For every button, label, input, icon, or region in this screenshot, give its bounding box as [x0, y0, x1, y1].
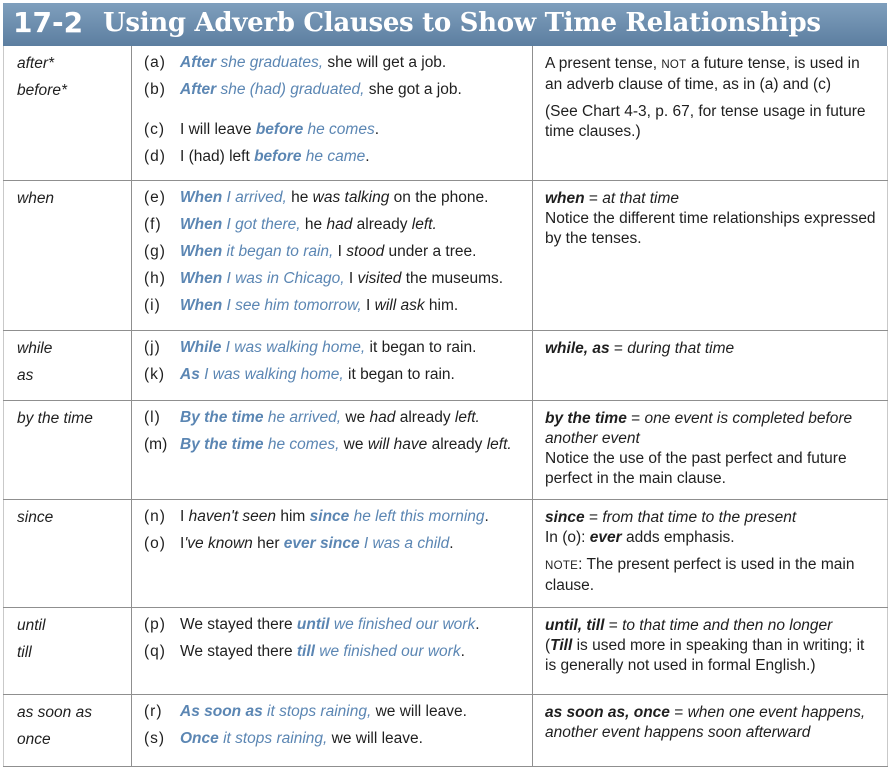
text-run: it began to rain, — [222, 242, 334, 260]
explanation-line — [545, 54, 877, 95]
text-run: she (had) graduated, — [216, 81, 365, 98]
text-run: I — [180, 507, 189, 525]
example-text — [180, 269, 503, 289]
connector-word: before* — [17, 82, 67, 99]
text-run: adds emphasis. — [621, 528, 735, 546]
connector-word: since — [17, 508, 54, 526]
example-sentence — [144, 702, 524, 722]
text-run: since — [309, 507, 350, 525]
example-text — [180, 215, 437, 235]
text-run: she will get a job. — [323, 54, 447, 71]
text-run: NOTE — [545, 559, 579, 572]
text-run: ( — [545, 636, 551, 654]
example-text — [180, 435, 512, 455]
text-run: on the phone. — [389, 188, 489, 206]
example-sentence — [144, 507, 524, 527]
text-run: it began to rain. — [365, 338, 477, 356]
text-run: = — [626, 409, 645, 427]
text-run: . — [484, 507, 489, 525]
explanation-cell — [533, 400, 888, 499]
example-sentence — [144, 215, 524, 235]
table-row — [4, 607, 888, 694]
text-run: = — [609, 339, 628, 357]
text-run: I got there, — [222, 215, 301, 233]
text-run: her — [252, 534, 284, 552]
text-run: Once — [180, 729, 219, 747]
text-run: . — [365, 148, 370, 165]
connector-word: after* — [17, 55, 55, 72]
example-text — [180, 702, 467, 722]
connector-word: until — [17, 616, 46, 634]
examples-cell — [132, 400, 533, 499]
text-run: left. — [411, 215, 437, 233]
text-run: he — [286, 188, 313, 206]
text-run: left. — [486, 435, 512, 453]
text-run: is used more in speaking than in writing; it is generally not used in formal English.) — [545, 636, 865, 674]
text-run: was talking — [312, 188, 390, 206]
text-run: I was in Chicago, — [222, 269, 345, 287]
example-text — [180, 296, 458, 316]
table-row — [4, 499, 888, 607]
connector-word: as soon as — [17, 703, 92, 721]
example-text — [180, 615, 480, 635]
text-run: he — [300, 215, 327, 233]
explanation-line — [545, 555, 877, 596]
example-label: (l) — [144, 408, 161, 426]
explanation-cell — [533, 180, 888, 330]
text-run: visited — [357, 269, 402, 287]
text-run: When — [180, 296, 223, 314]
text-run: . — [460, 642, 465, 660]
text-run: had — [369, 408, 396, 426]
text-run: I — [180, 534, 185, 552]
word-cell — [4, 400, 132, 499]
text-run: We stayed there — [180, 642, 297, 660]
text-run: from that time to the present — [602, 508, 797, 526]
word-cell — [4, 330, 132, 400]
example-sentence — [144, 338, 524, 358]
text-run: by the time — [545, 409, 627, 427]
text-run: = — [584, 189, 603, 207]
example-sentence — [144, 296, 524, 316]
text-run: to that time and then no longer — [622, 616, 833, 634]
example-sentence — [144, 80, 524, 100]
text-run: Notice the different time relationships expressed by the tenses. — [545, 209, 876, 247]
text-run: . — [475, 615, 480, 633]
word-cell — [4, 180, 132, 330]
text-run: he left this morning — [349, 507, 485, 525]
examples-cell — [132, 330, 533, 400]
text-run: I was walking home, — [221, 338, 366, 356]
text-run: since — [545, 508, 585, 526]
text-run: When — [180, 242, 223, 260]
word-cell — [4, 694, 132, 766]
text-run: while, as — [545, 339, 610, 357]
connector-word: while — [17, 339, 53, 357]
example-sentence — [144, 188, 524, 208]
text-run: had — [326, 215, 353, 233]
text-run: As — [180, 365, 200, 383]
text-run: a future tense, is used in an adverb clause of time, as in (a) and (c) — [545, 55, 860, 93]
text-run: I — [361, 296, 375, 314]
text-run: him. — [424, 296, 459, 314]
example-label: (g) — [144, 242, 166, 260]
example-text — [180, 408, 480, 428]
word-cell — [4, 499, 132, 607]
text-run: Notice the use of the past perfect and future perfect in the main clause. — [545, 449, 847, 487]
example-sentence — [144, 147, 524, 167]
example-text — [180, 53, 446, 73]
text-run: When — [180, 269, 223, 287]
example-label: (b) — [144, 81, 166, 98]
text-run: when one event happens, another event happens soon afterward — [545, 703, 866, 741]
text-run: until, till — [545, 616, 605, 634]
example-label: (d) — [144, 148, 166, 165]
table-row — [4, 694, 888, 766]
example-text — [180, 120, 379, 140]
text-run: we — [339, 435, 368, 453]
example-text — [180, 338, 476, 358]
text-run: will have — [367, 435, 428, 453]
grammar-table — [3, 46, 888, 767]
word-cell — [4, 607, 132, 694]
example-sentence — [144, 269, 524, 289]
example-sentence — [144, 408, 524, 428]
text-run: before — [255, 121, 304, 138]
text-run: : The present perfect is used in the main clause. — [545, 555, 855, 594]
explanation-cell — [533, 330, 888, 400]
explanation-cell — [533, 46, 888, 180]
connector-word: by the time — [17, 409, 93, 427]
example-label: (e) — [144, 188, 166, 206]
explanation-cell — [533, 694, 888, 766]
chart-header — [3, 3, 887, 46]
text-run: we finished our work — [314, 642, 461, 660]
connector-word: till — [17, 643, 32, 661]
text-run: one event is completed before another event — [545, 409, 853, 447]
example-label: (n) — [144, 507, 166, 525]
text-run: during that time — [627, 339, 735, 357]
example-text — [180, 365, 455, 385]
text-run: he came — [301, 148, 366, 165]
text-run: While — [180, 338, 222, 356]
example-label: (h) — [144, 269, 166, 287]
example-text — [180, 147, 370, 167]
text-run: = — [669, 703, 688, 721]
example-text — [180, 729, 423, 749]
example-text — [180, 507, 489, 527]
text-run: ever since — [283, 534, 360, 552]
explanation-line — [545, 189, 877, 209]
text-run: he arrived, — [263, 408, 342, 426]
example-label: (j) — [144, 338, 161, 356]
text-run: By the time — [180, 435, 264, 453]
example-sentence — [144, 435, 524, 455]
connector-word: as — [17, 366, 34, 384]
connector-word: once — [17, 730, 51, 748]
explanation-line — [545, 102, 877, 142]
examples-cell — [132, 694, 533, 766]
text-run: she graduates, — [216, 54, 324, 71]
examples-cell — [132, 607, 533, 694]
text-run: A present tense, — [545, 55, 662, 72]
text-run: As soon as — [180, 702, 263, 720]
text-run: under a tree. — [384, 242, 477, 260]
text-run: he comes — [303, 121, 375, 138]
example-sentence — [144, 642, 524, 662]
example-label: (c) — [144, 121, 166, 138]
text-run: it stops raining, — [262, 702, 372, 720]
example-label: (m) — [144, 435, 168, 453]
text-run: until — [296, 615, 330, 633]
text-run: already — [395, 408, 455, 426]
example-text — [180, 242, 476, 262]
explanation-line — [545, 449, 877, 489]
example-text — [180, 80, 462, 100]
explanation-line — [545, 528, 877, 548]
table-row — [4, 46, 888, 180]
text-run: at that time — [602, 189, 679, 207]
example-label: (p) — [144, 615, 166, 633]
text-run: ever — [589, 528, 622, 546]
text-run: we — [341, 408, 370, 426]
explanation-line — [545, 339, 877, 359]
explanation-line — [545, 703, 877, 743]
text-run: left. — [454, 408, 480, 426]
example-label: (q) — [144, 642, 166, 660]
example-sentence — [144, 53, 524, 73]
text-run: when — [545, 189, 585, 207]
text-run: stood — [346, 242, 385, 260]
example-label: (f) — [144, 215, 162, 233]
text-run: I see him tomorrow, — [222, 296, 362, 314]
example-label: (s) — [144, 729, 166, 747]
chart-title: Using Adverb Clauses to Show Time Relationships — [103, 8, 821, 38]
table-row — [4, 400, 888, 499]
example-sentence — [144, 534, 524, 554]
explanation-line — [545, 508, 877, 528]
table-row — [4, 180, 888, 330]
explanation-line — [545, 636, 877, 676]
text-run: Till — [550, 636, 573, 654]
explanation-line — [545, 209, 877, 249]
text-run: When — [180, 215, 223, 233]
text-run: In (o): — [545, 528, 590, 546]
text-run: By the time — [180, 408, 264, 426]
word-cell — [4, 46, 132, 180]
explanation-cell — [533, 607, 888, 694]
text-run: we will leave. — [327, 729, 423, 747]
chart-number: 17-2 — [13, 6, 84, 39]
example-sentence — [144, 242, 524, 262]
example-sentence — [144, 615, 524, 635]
text-run: = — [584, 508, 603, 526]
text-run: = — [604, 616, 623, 634]
examples-cell — [132, 499, 533, 607]
text-run: we will leave. — [371, 702, 467, 720]
text-run: 've known — [184, 534, 253, 552]
text-run: him — [276, 507, 310, 525]
text-run: till — [296, 642, 315, 660]
text-run: When — [180, 188, 223, 206]
example-label: (k) — [144, 365, 166, 383]
text-run: We stayed there — [180, 615, 297, 633]
text-run: After — [180, 54, 217, 71]
text-run: NOT — [661, 59, 687, 71]
connector-word: when — [17, 189, 55, 207]
examples-cell — [132, 46, 533, 180]
text-run: already — [352, 215, 412, 233]
explanation-line — [545, 616, 877, 636]
text-run: (See Chart 4-3, p. 67, for tense usage in future time clauses.) — [545, 103, 866, 140]
text-run: will ask — [374, 296, 425, 314]
text-run: I arrived, — [222, 188, 287, 206]
text-run: I was a child — [359, 534, 450, 552]
examples-cell — [132, 180, 533, 330]
text-run: it began to rain. — [343, 365, 455, 383]
text-run: before — [254, 148, 302, 165]
text-run: I — [344, 269, 358, 287]
example-sentence — [144, 120, 524, 140]
example-text — [180, 188, 488, 208]
text-run: After — [180, 81, 217, 98]
text-run: she got a job. — [364, 81, 462, 98]
text-run: . — [374, 121, 380, 138]
explanation-cell — [533, 499, 888, 607]
example-label: (o) — [144, 534, 166, 552]
example-label: (a) — [144, 54, 166, 71]
example-sentence — [144, 729, 524, 749]
text-run: already — [427, 435, 487, 453]
text-run: haven't seen — [188, 507, 277, 525]
table-row — [4, 330, 888, 400]
text-run: . — [449, 534, 454, 552]
text-run: I will leave — [180, 121, 256, 138]
example-sentence — [144, 365, 524, 385]
explanation-line — [545, 409, 877, 449]
text-run: I — [333, 242, 347, 260]
example-label: (i) — [144, 296, 161, 314]
text-run: the museums. — [401, 269, 504, 287]
example-text — [180, 534, 454, 554]
text-run: we finished our work — [329, 615, 476, 633]
example-label: (r) — [144, 702, 163, 720]
text-run: as soon as, once — [545, 703, 670, 721]
text-run: it stops raining, — [218, 729, 328, 747]
example-text — [180, 642, 465, 662]
text-run: he comes, — [263, 435, 340, 453]
text-run: I (had) left — [180, 148, 255, 165]
text-run: I was walking home, — [199, 365, 344, 383]
